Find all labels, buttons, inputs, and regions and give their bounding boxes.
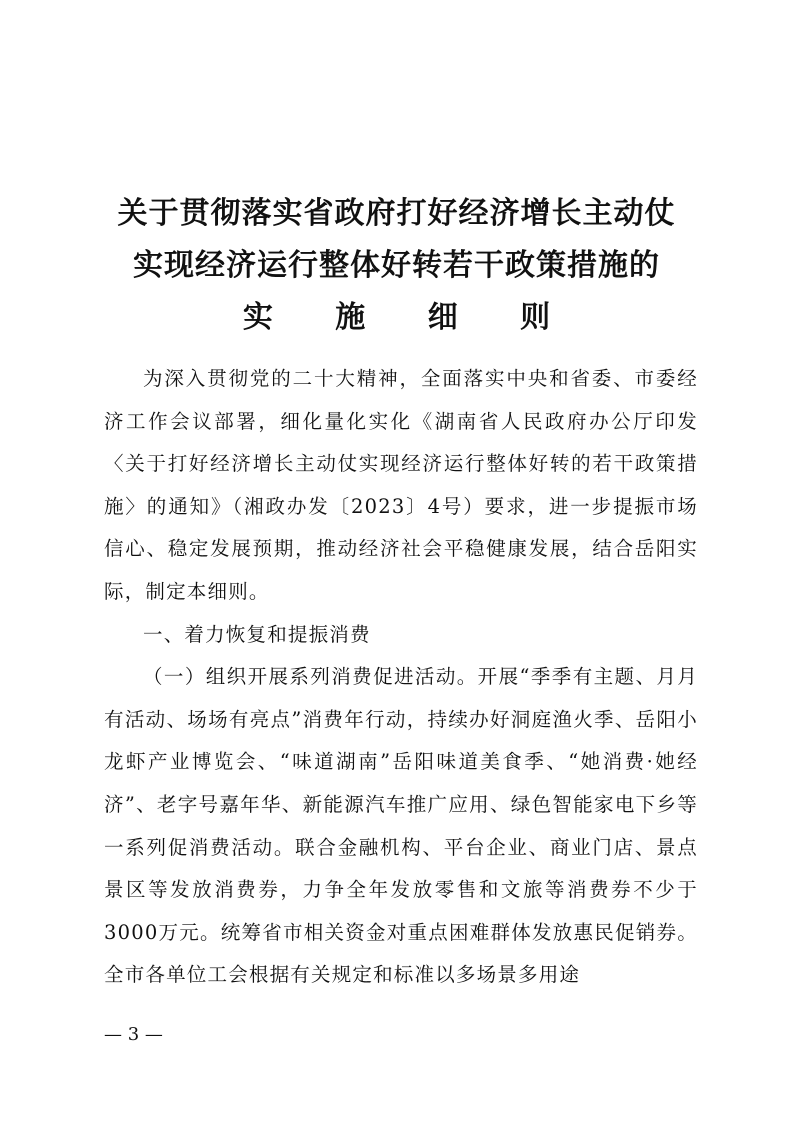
subsection-paragraph: （一）组织开展系列消费促进活动。开展“季季有主题、月月有活动、场场有亮点”消费年行动，持续办好洞庭渔火季、岳阳小龙虾产业博览会、“味道湖南”岳阳味道美食季、“她消费·她经济”、老字号嘉年华、新能源汽车推广应用、绿色智能家电下乡等一系列促消费活动。联合金融机构、平台企业、商业门店、景点景区等发放消费券，力争全年发放零售和文旅等消费券不少于3000万元。统筹省市相关资金对重点困难群体发放惠民促销券。全市各单位工会根据有关规定和标准以多场景多用途 bbox=[104, 665, 698, 987]
page-number: — 3 — bbox=[104, 1024, 163, 1045]
document-body bbox=[104, 358, 698, 997]
section-heading: 一、着力恢复和提振消费 bbox=[143, 622, 371, 646]
intro-paragraph: 为深入贯彻党的二十大精神，全面落实中央和省委、市委经济工作会议部署，细化量化实化《湖南省人民政府办公厅印发〈关于打好经济增长主动仗实现经济运行整体好转的若干政策措施〉的通知》（湘政办发〔2023〕4号）要求，进一步提振市场信心、稳定发展预期，推动经济社会平稳健康发展，结合岳阳实际，制定本细则。 bbox=[104, 367, 698, 603]
title-line-1: 关于贯彻落实省政府打好经济增长主动仗 bbox=[117, 196, 676, 231]
title-line-2: 实现经济运行整体好转若干政策措施的 bbox=[133, 248, 660, 283]
title-line-3: 实 施 细 则 bbox=[242, 300, 577, 335]
document-title bbox=[0, 188, 793, 344]
